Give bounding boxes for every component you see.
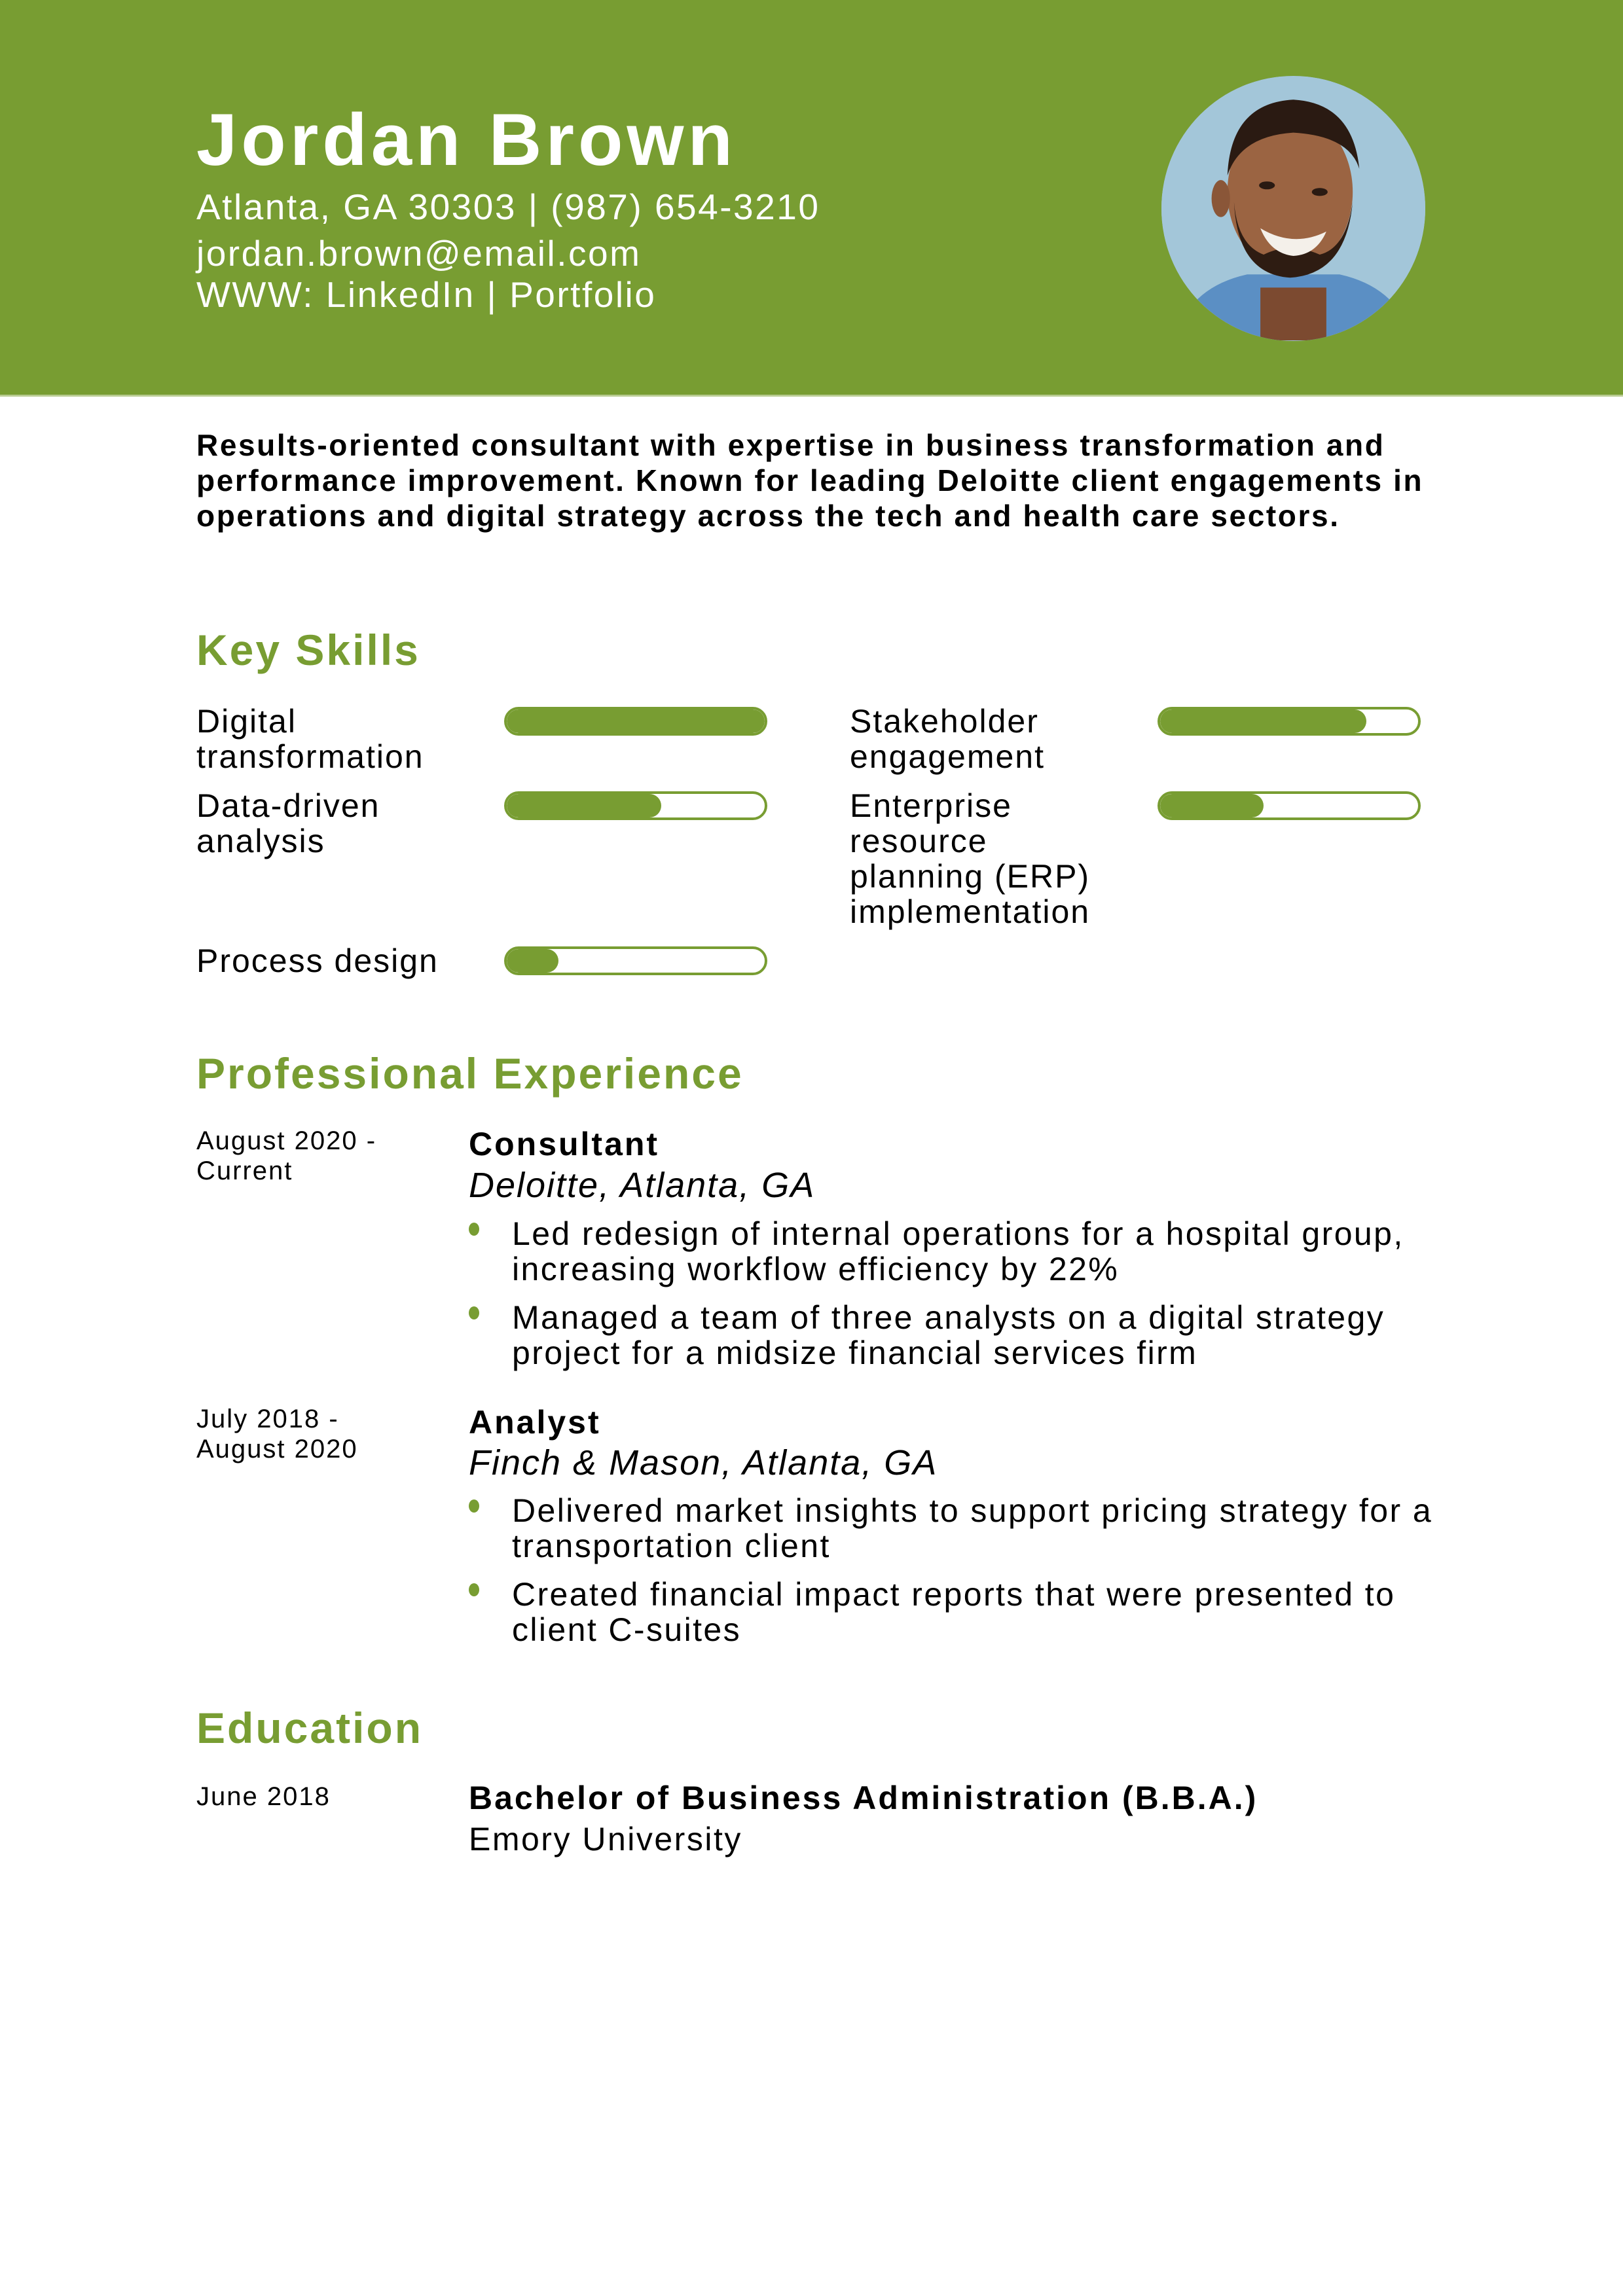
section-title-experience: Professional Experience (196, 1049, 744, 1098)
job-bullet-text: Managed a team of three analysts on a digital strategy project for a midsize financial services firm (512, 1299, 1385, 1371)
job-bullet-list (469, 1216, 1451, 1384)
skill-label: Process design (196, 942, 439, 979)
skill-level-bar (504, 946, 767, 975)
job-bullet-list (469, 1493, 1451, 1660)
job-bullet (469, 1300, 1451, 1371)
skill-level-bar (504, 791, 767, 820)
job-bullet-text: Led redesign of internal operations for a hospital group, increasing workflow efficiency by 22% (512, 1215, 1404, 1287)
skill-level-bar (1158, 791, 1421, 820)
skill-label: Enterprise resource planning (ERP) implementation (850, 787, 1091, 930)
skill-level-fill (1160, 794, 1264, 817)
skill-level-fill (1160, 709, 1366, 733)
skill-label: Stakeholder engagement (850, 703, 1046, 775)
skill-label: Data-driven analysis (196, 787, 380, 859)
skill-level-fill (507, 709, 765, 733)
email-address[interactable]: jordan.brown@email.com (196, 233, 642, 274)
bullet-dot-icon (469, 1583, 479, 1596)
skill-label: Digital transformation (196, 703, 424, 775)
job-title: Consultant (469, 1126, 660, 1162)
job-company: Deloitte, Atlanta, GA (469, 1166, 816, 1205)
section-title-skills: Key Skills (196, 626, 420, 674)
location-phone: Atlanta, GA 30303 | (987) 654-3210 (196, 187, 820, 227)
job-dates: August 2020 - Current (196, 1126, 377, 1185)
bullet-dot-icon (469, 1306, 479, 1319)
skill-level-bar (504, 707, 767, 736)
job-bullet-text: Delivered market insights to support pricing strategy for a transportation client (512, 1492, 1433, 1564)
job-bullet-text: Created financial impact reports that were presented to client C-suites (512, 1576, 1396, 1648)
person-avatar-icon (1161, 76, 1425, 341)
professional-summary: Results-oriented consultant with expertise in business transformation and performance improvement. Known for leading Deloitte client engagements in operations and digital strategy across the tech and health care sectors. (196, 428, 1424, 533)
job-bullet (469, 1493, 1451, 1564)
job-bullet (469, 1577, 1451, 1647)
job-company: Finch & Mason, Atlanta, GA (469, 1443, 938, 1482)
section-title-education: Education (196, 1704, 424, 1752)
candidate-name: Jordan Brown (196, 99, 737, 181)
education-date: June 2018 (196, 1782, 331, 1811)
profile-photo (1161, 76, 1425, 341)
skill-level-fill (507, 794, 661, 817)
job-dates: July 2018 - August 2020 (196, 1405, 358, 1463)
education-degree: Bachelor of Business Administration (B.B.A.) (469, 1780, 1258, 1816)
skill-level-bar (1158, 707, 1421, 736)
bullet-dot-icon (469, 1499, 479, 1513)
job-title: Analyst (469, 1404, 601, 1441)
web-links[interactable]: WWW: LinkedIn | Portfolio (196, 274, 657, 315)
skill-level-fill (507, 949, 558, 973)
resume-header (0, 0, 1623, 395)
bullet-dot-icon (469, 1223, 479, 1236)
education-school: Emory University (469, 1821, 742, 1857)
job-bullet (469, 1216, 1451, 1287)
